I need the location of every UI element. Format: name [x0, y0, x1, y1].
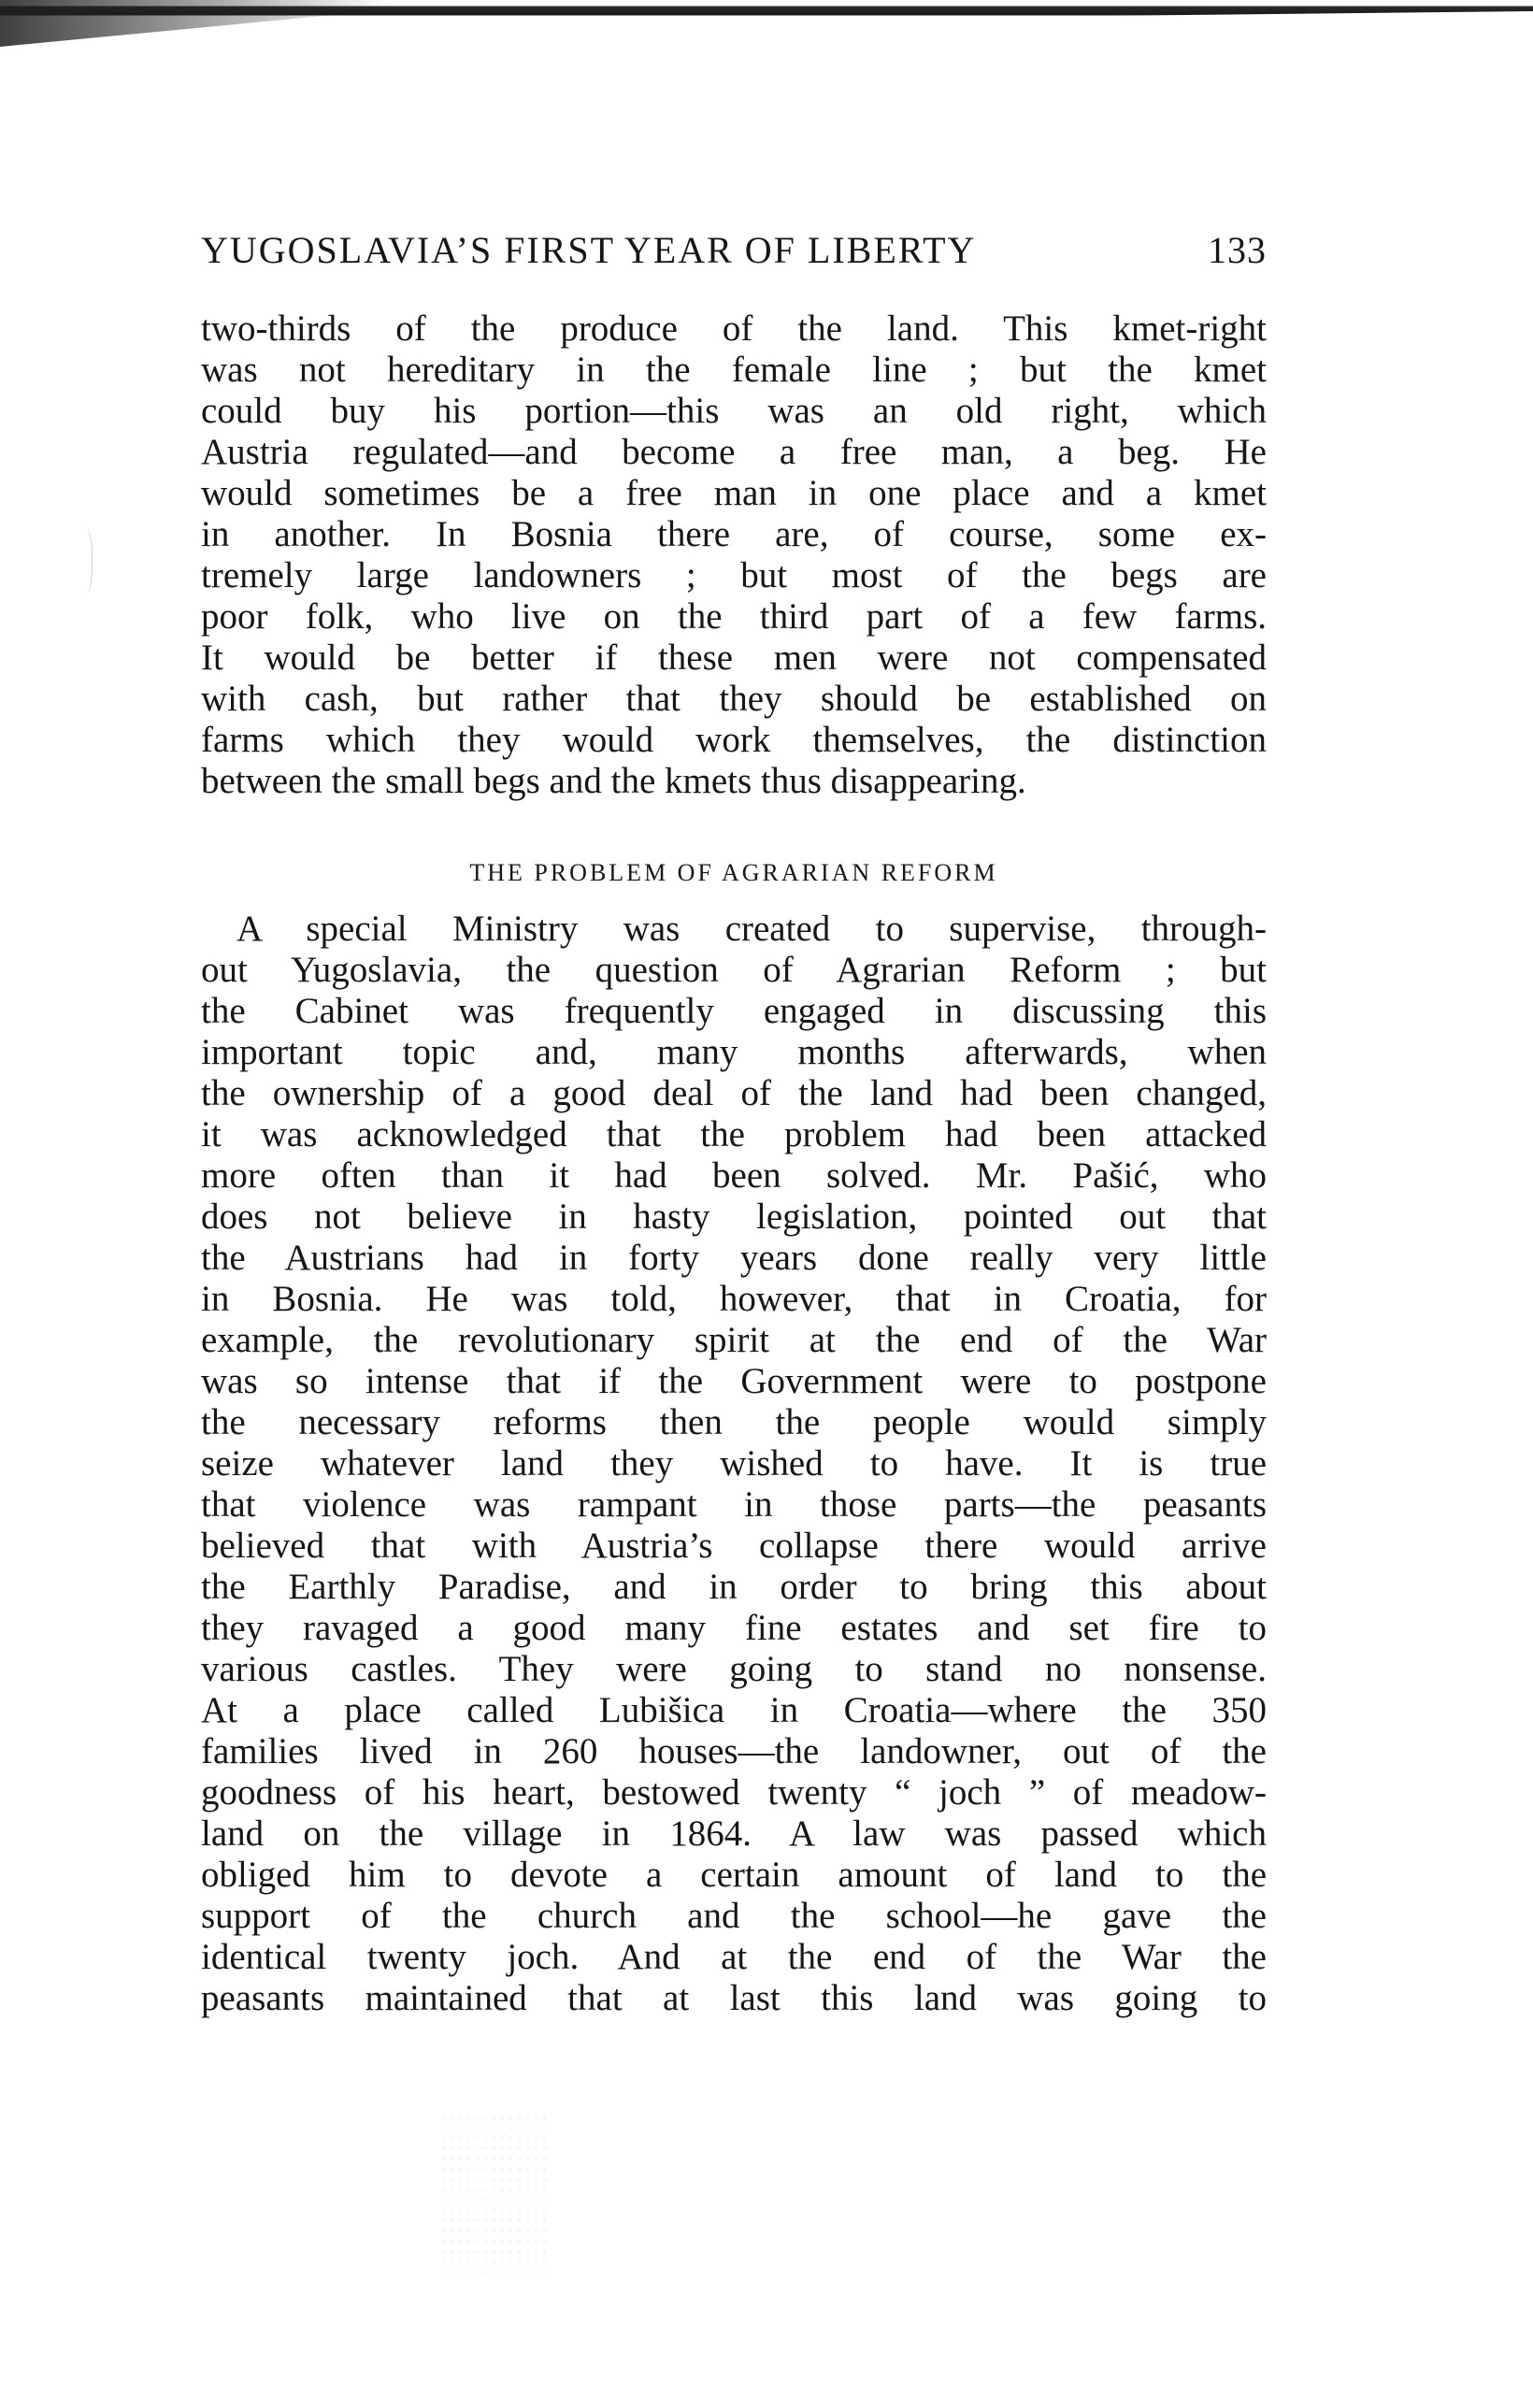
running-title: YUGOSLAVIA’S FIRST YEAR OF LIBERTY	[201, 229, 977, 271]
text-line: could buy his portion—this was an old right, which	[201, 391, 1267, 431]
text-line: believed that with Austria’s collapse there would arrive	[201, 1526, 1267, 1566]
text-line: seize whatever land they wished to have. It is true	[201, 1443, 1267, 1484]
text-line: farms which they would work themselves, the distinction	[201, 720, 1267, 760]
text-line: support of the church and the school—he gave the	[201, 1896, 1267, 1936]
text-line: A special Ministry was created to supervise, through-	[236, 909, 1267, 949]
text-line: that violence was rampant in those parts—the peasants	[201, 1484, 1267, 1525]
text-line: important topic and, many months afterwards, when	[201, 1032, 1267, 1072]
text-line: between the small begs and the kmets thus disappearing.	[201, 761, 1026, 801]
text-line: the Cabinet was frequently engaged in discussing this	[201, 991, 1267, 1031]
text-line: tremely large landowners ; but most of the begs are	[201, 555, 1267, 595]
text-line: was not hereditary in the female line ; but the kmet	[201, 350, 1267, 390]
text-line: with cash, but rather that they should be established on	[201, 679, 1267, 719]
text-line: the Austrians had in forty years done really very little	[201, 1238, 1267, 1278]
text-line: it was acknowledged that the problem had been attacked	[201, 1114, 1267, 1154]
text-line: the Earthly Paradise, and in order to bring this about	[201, 1567, 1267, 1607]
text-line: in another. In Bosnia there are, of course, some ex-	[201, 514, 1267, 554]
page-number: 133	[1208, 229, 1267, 271]
text-line: out Yugoslavia, the question of Agrarian Reform ; but	[201, 950, 1267, 990]
paper-speckle	[439, 2113, 552, 2281]
text-line: more often than it had been solved. Mr. Pašić, who	[201, 1155, 1267, 1196]
running-head	[201, 228, 1267, 284]
text-line: would sometimes be a free man in one place and a kmet	[201, 473, 1267, 513]
text-line: peasants maintained that at last this land was going to	[201, 1978, 1267, 2018]
text-line: families lived in 260 houses—the landowner, out of the	[201, 1731, 1267, 1771]
text-line: the ownership of a good deal of the land had been changed,	[201, 1073, 1267, 1113]
text-line: two-thirds of the produce of the land. This kmet-right	[201, 308, 1267, 349]
text-line: land on the village in 1864. A law was passed which	[201, 1813, 1267, 1854]
text-line: poor folk, who live on the third part of a few farms.	[201, 596, 1267, 637]
paragraph-continued	[201, 308, 1267, 802]
text-line: identical twenty joch. And at the end of the War the	[201, 1937, 1267, 1977]
text-line: It would be better if these men were not compensated	[201, 638, 1267, 678]
text-line: various castles. They were going to stand no nonsense.	[201, 1649, 1267, 1689]
text-line: example, the revolutionary spirit at the end of the War	[201, 1320, 1267, 1360]
text-line: the necessary reforms then the people would simply	[201, 1402, 1267, 1442]
text-line: was so intense that if the Government were to postpone	[201, 1361, 1267, 1401]
body-text	[201, 308, 1267, 2019]
text-line: goodness of his heart, bestowed twenty “ joch ” of meadow-	[201, 1772, 1267, 1813]
text-line: obliged him to devote a certain amount of land to the	[201, 1855, 1267, 1895]
section-heading: THE PROBLEM OF AGRARIAN REFORM	[469, 859, 998, 886]
paragraph-agrarian-reform	[201, 909, 1267, 2019]
text-line: does not believe in hasty legislation, pointed out that	[201, 1197, 1267, 1237]
margin-pencil-mark	[77, 528, 93, 594]
text-line: in Bosnia. He was told, however, that in Croatia, for	[201, 1279, 1267, 1319]
text-line: Austria regulated—and become a free man, a beg. He	[201, 432, 1267, 472]
text-line: At a place called Lubišica in Croatia—where the 350	[201, 1690, 1267, 1730]
text-line: they ravaged a good many fine estates and set fire to	[201, 1608, 1267, 1648]
